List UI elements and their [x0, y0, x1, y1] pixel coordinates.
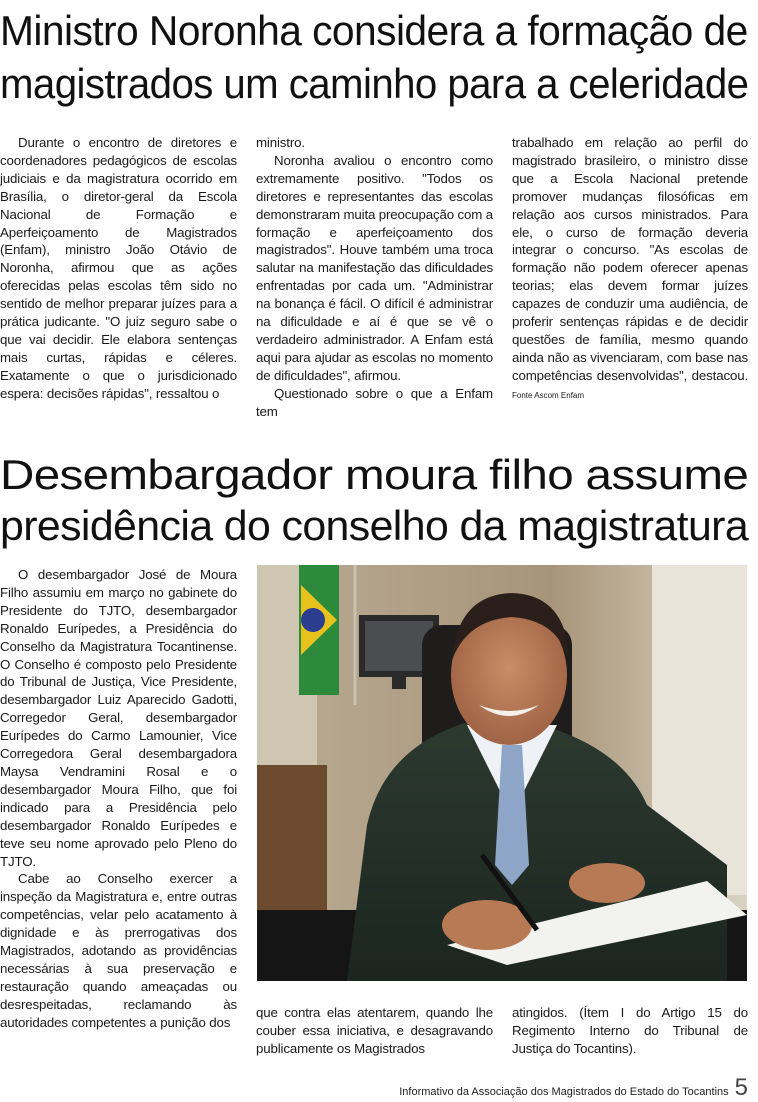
article2-column-2: [256, 1004, 493, 1058]
publication-name: Informativo da Associação dos Magistrados do Estado do Tocantins: [399, 1086, 729, 1098]
article1-paragraph: Questionado sobre o que a Enfam tem: [256, 385, 493, 419]
page-number: 5: [734, 1074, 748, 1101]
article1-paragraph: [512, 134, 748, 405]
article1-column-3: [512, 134, 748, 405]
article2-headline-line2: presidência do conselho da magistratura: [0, 502, 749, 549]
article1-source: Fonte Ascom Enfam: [512, 390, 585, 400]
article1-paragraph: Noronha avaliou o encontro como extremamente positivo. "Todos os diretores e representantes das escolas demonstraram muita preocupação com a formação e aperfeiçoamento dos magistrados". Houve também uma troca salutar na manifestação das dificuldades enfrentadas por cada um. "Administrar na bonança é fácil. O difícil é administrar na dificuldade e aí é que se vê o verdadeiro administrador. A Enfam está aqui para ajudar as escolas no momento de dificuldades", afirmou.: [256, 152, 494, 383]
article2-column-1: [0, 566, 237, 1032]
article1-headline-line2: magistrados um caminho para a celeridade: [0, 60, 749, 107]
article2-paragraph: Cabe ao Conselho exercer a inspeção da Magistratura e, entre outras competências, velar pelo acatamento à dignidade e às prerrogativas dos Magistrados, adotando as providências necessárias à sua preservação e restauração quando ameaçadas ou desrespeitadas, reclamando às autoridades competentes a punição dos: [0, 871, 237, 1030]
article1-headline-line1: Ministro Noronha considera a formação de: [0, 7, 748, 54]
article1-paragraph: Durante o encontro de diretores e coordenadores pedagógicos de escolas judiciais e da magistratura ocorrido em Brasília, o diretor-geral da Escola Nacional de Formação e Aperfeiçoamento de Magistrados (Enfam), ministro João Otávio de Noronha, afirmou que as ações oferecidas pelas escolas têm sido no sentido de melhor preparar juízes para a prática judicante. "O juiz seguro sabe o que vai decidir. Ele elabora sentenças mais curtas, rápidas e céleres. Exatamente o que o jurisdicionado espera: decisões rápidas", ressaltou o: [0, 135, 237, 401]
photo-icon: [257, 565, 747, 981]
page-footer: [399, 1076, 748, 1100]
article2-paragraph: atingidos. (Ítem I do Artigo 15 do Regimento Interno do Tribunal de Justiça do Tocantins).: [512, 1005, 748, 1056]
article1-paragraph-text: trabalhado em relação ao perfil do magistrado brasileiro, o ministro disse que a Escola Nacional pretende promover mudanças filosóficas em relação aos cursos ministrados. Para ele, o curso de formação deveria integrar o concurso. "As escolas de formação não podem oferecer apenas teorias; elas devem formar juízes capazes de conduzir uma audiência, de proferir sentenças rápidas e de decidir questões de família, mesmo quando ainda não as vivenciaram, com base nas competências desenvolvidas", destacou.: [512, 135, 748, 383]
article2-paragraph: O desembargador José de Moura Filho assumiu em março no gabinete do Presidente do TJTO, desembargador Ronaldo Eurípedes, a Presidência do Conselho da Magistratura Tocantinense. O Conselho é composto pelo Presidente do Tribunal de Justiça, Vice Presidente, desembargador Luiz Aparecido Gadotti, Corregedor Geral, desembargador Eurípedes do Carmo Lamounier, Vice Corregedora Geral desembargadora Maysa Vendramini Rosal e o desembargador Moura Filho, que foi indicado para a Presidência pelo desembargador Ronaldo Eurípedes e teve seu nome aprovado pelo Pleno do TJTO.: [0, 567, 237, 869]
article2-headline-line1: Desembargador moura filho assume: [0, 451, 749, 498]
article2-column-3: [512, 1004, 748, 1058]
article1-column-1: [0, 134, 237, 403]
article2-paragraph: que contra elas atentarem, quando lhe couber essa iniciativa, e desagravando publicamente os Magistrados: [256, 1005, 493, 1056]
photo: [257, 565, 747, 981]
article1-column-2: [256, 134, 493, 421]
article1-paragraph: ministro.: [256, 135, 305, 150]
